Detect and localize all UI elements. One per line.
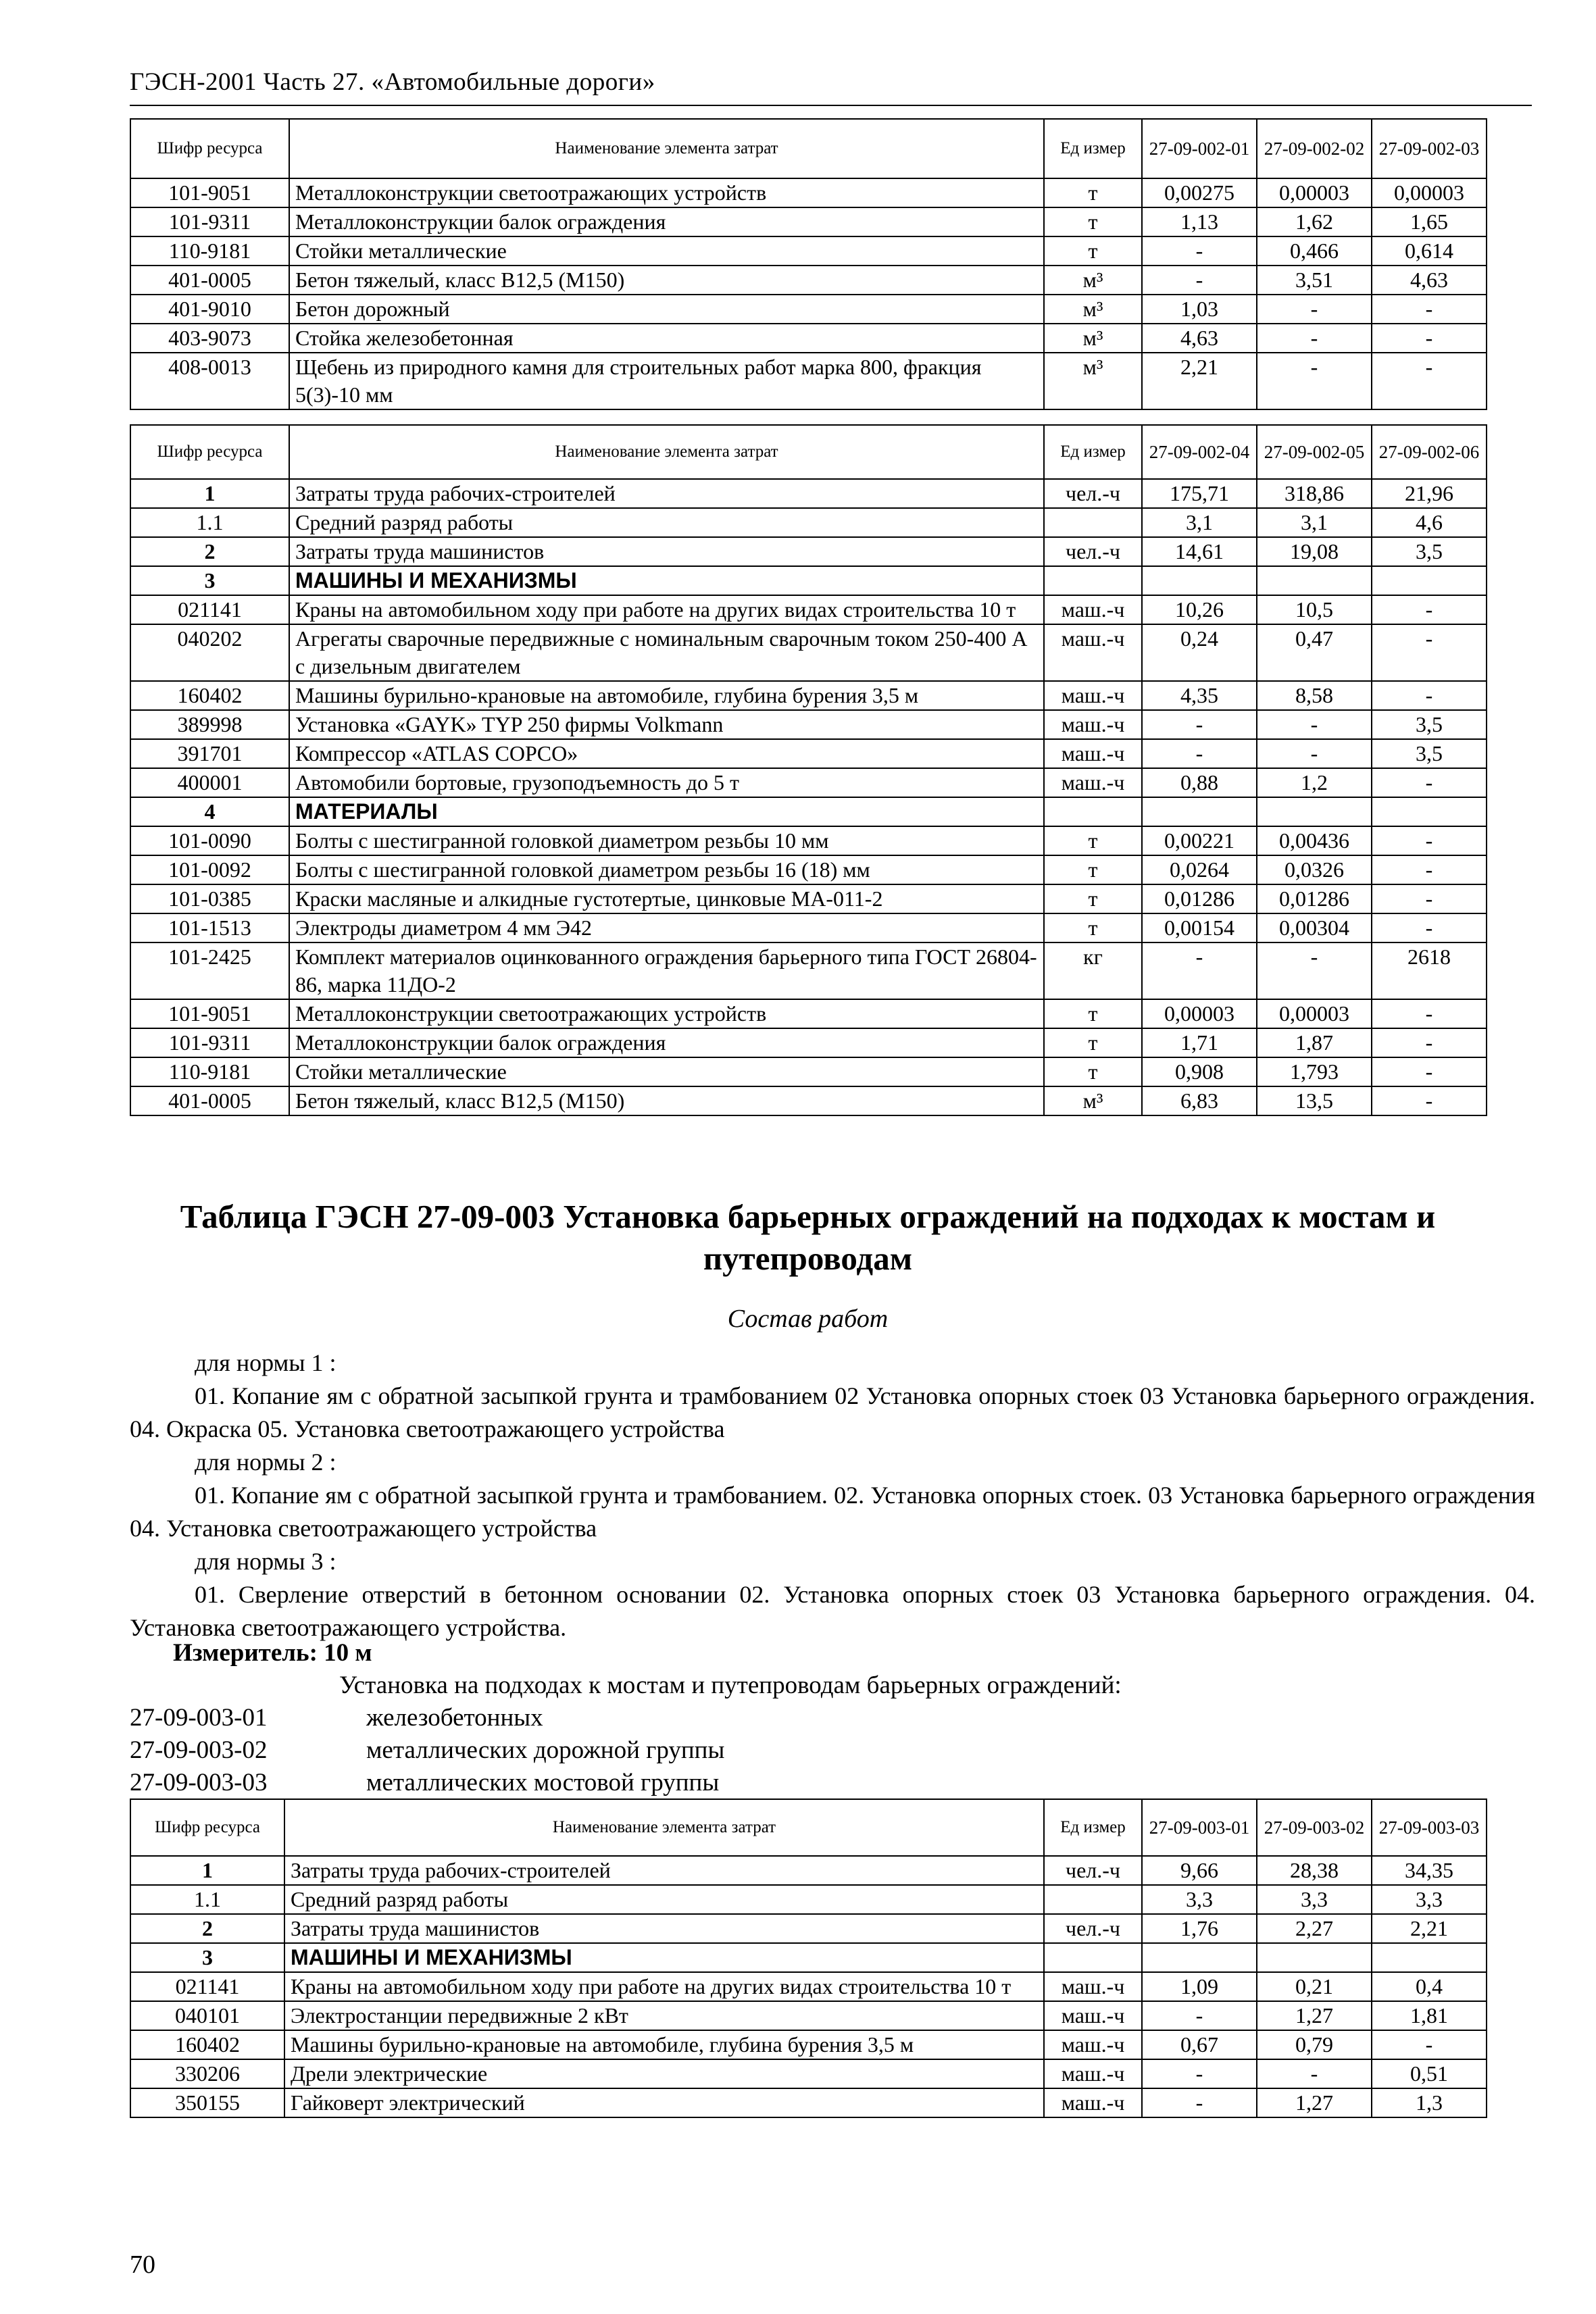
norm-value-1: - <box>1142 2088 1257 2117</box>
table-row <box>130 1028 1487 1057</box>
resource-code: 1.1 <box>130 508 289 537</box>
unit-of-measure <box>1044 566 1142 595</box>
section-title: Таблица ГЭСН 27-09-003 Установка барьерных ограждений на подходах к мостам и путепроводам <box>180 1198 1436 1277</box>
cost-element-name: Стойка железобетонная <box>289 324 1044 353</box>
norm-value-2: 1,87 <box>1257 1028 1372 1057</box>
resource-code: 4 <box>130 797 289 826</box>
norm-value-3: - <box>1372 624 1487 681</box>
norm-value-3: - <box>1372 884 1487 913</box>
unit-of-measure <box>1044 1943 1142 1972</box>
resource-code: 1 <box>130 1856 284 1885</box>
norm-value-2 <box>1257 797 1372 826</box>
resource-code: 160402 <box>130 2030 284 2059</box>
cost-element-name: Затраты труда машинистов <box>284 1914 1044 1943</box>
table-row <box>130 2001 1487 2030</box>
cost-element-name: Щебень из природного камня для строительных работ марка 800, фракция 5(3)-10 мм <box>289 353 1044 409</box>
unit-of-measure: маш.-ч <box>1044 1972 1142 2001</box>
unit-of-measure: маш.-ч <box>1044 681 1142 710</box>
norm-value-2: 3,3 <box>1257 1885 1372 1914</box>
table-row <box>130 739 1487 768</box>
norm-works-2: 01. Копание ям с обратной засыпкой грунта и трамбованием. 02. Установка опорных стоек. 03 Установка барьерного ограждения 04. Установка светоотражающего устройства <box>130 1482 1535 1542</box>
cost-element-name: Затраты труда рабочих-строителей <box>289 479 1044 508</box>
table-row <box>130 2059 1487 2088</box>
norm-value-3: 3,5 <box>1372 710 1487 739</box>
norm-value-2: - <box>1257 739 1372 768</box>
norm-label-2: для нормы 2 : <box>195 1449 336 1476</box>
norm-value-1: 1,09 <box>1142 1972 1257 2001</box>
norm-value-1: - <box>1142 236 1257 266</box>
resource-code: 101-0090 <box>130 826 289 855</box>
unit-of-measure: чел.-ч <box>1044 479 1142 508</box>
norm-value-2: 1,27 <box>1257 2088 1372 2117</box>
norm-value-1: 1,71 <box>1142 1028 1257 1057</box>
resource-code: 1.1 <box>130 1885 284 1914</box>
cost-element-name: Бетон тяжелый, класс В12,5 (М150) <box>289 1086 1044 1115</box>
cost-element-name: Установка «GAYK» TYP 250 фирмы Volkmann <box>289 710 1044 739</box>
norm-value-2: 0,00436 <box>1257 826 1372 855</box>
resource-code: 2 <box>130 1914 284 1943</box>
norm-value-1: 1,13 <box>1142 207 1257 236</box>
unit-of-measure: т <box>1044 207 1142 236</box>
unit-of-measure: чел.-ч <box>1044 537 1142 566</box>
table-row <box>130 295 1487 324</box>
table-row <box>130 2088 1487 2117</box>
resource-code: 400001 <box>130 768 289 797</box>
resource-code: 330206 <box>130 2059 284 2088</box>
header-resource-code: Шифр ресурса <box>130 119 289 178</box>
unit-of-measure: маш.-ч <box>1044 624 1142 681</box>
resource-code: 403-9073 <box>130 324 289 353</box>
unit-of-measure: т <box>1044 826 1142 855</box>
norm-value-3: - <box>1372 681 1487 710</box>
table-row <box>130 1086 1487 1115</box>
resource-table-27-09-002-04-06 <box>130 424 1487 1116</box>
cost-element-name: МАТЕРИАЛЫ <box>289 797 1044 826</box>
norm-value-1: 10,26 <box>1142 595 1257 624</box>
header-resource-code: Шифр ресурса <box>130 1799 284 1856</box>
norm-value-2: 0,21 <box>1257 1972 1372 2001</box>
unit-of-measure: м³ <box>1044 266 1142 295</box>
unit-of-measure: т <box>1044 178 1142 207</box>
norm-value-1: 3,1 <box>1142 508 1257 537</box>
section-row <box>130 566 1487 595</box>
norm-value-2: 19,08 <box>1257 537 1372 566</box>
cost-element-name: МАШИНЫ И МЕХАНИЗМЫ <box>289 566 1044 595</box>
variant-code: 27-09-003-03 <box>130 1769 268 1796</box>
table-row <box>130 710 1487 739</box>
variants-intro: Установка на подходах к мостам и путепроводам барьерных ограждений: <box>339 1671 1122 1699</box>
unit-of-measure <box>1044 1885 1142 1914</box>
cost-element-name: Средний разряд работы <box>284 1885 1044 1914</box>
resource-table-27-09-003 <box>130 1799 1487 2118</box>
variant-label: железобетонных <box>366 1704 543 1732</box>
header-divider <box>130 105 1532 106</box>
norm-value-1: - <box>1142 710 1257 739</box>
table-row <box>130 178 1487 207</box>
norm-value-1 <box>1142 566 1257 595</box>
norm-value-3: 34,35 <box>1372 1856 1487 1885</box>
table-row <box>130 353 1487 409</box>
norm-value-2: 1,62 <box>1257 207 1372 236</box>
norm-value-3: - <box>1372 768 1487 797</box>
norm-value-3: - <box>1372 999 1487 1028</box>
norm-value-1: 0,00221 <box>1142 826 1257 855</box>
norm-label-3: для нормы 3 : <box>195 1548 336 1575</box>
cost-element-name: Затраты труда машинистов <box>289 537 1044 566</box>
cost-element-name: Электростанции передвижные 2 кВт <box>284 2001 1044 2030</box>
variant-label: металлических дорожной группы <box>366 1736 725 1764</box>
resource-code: 2 <box>130 537 289 566</box>
cost-element-name: Дрели электрические <box>284 2059 1044 2088</box>
norm-value-1: 0,908 <box>1142 1057 1257 1086</box>
cost-element-name: Машины бурильно-крановые на автомобиле, глубина бурения 3,5 м <box>284 2030 1044 2059</box>
norm-value-3: 0,51 <box>1372 2059 1487 2088</box>
norm-value-3: 21,96 <box>1372 479 1487 508</box>
norm-value-2: 0,466 <box>1257 236 1372 266</box>
header-norm-2: 27-09-003-02 <box>1257 1799 1372 1856</box>
norm-value-3 <box>1372 797 1487 826</box>
resource-code: 1 <box>130 479 289 508</box>
norm-value-3: - <box>1372 855 1487 884</box>
table-row <box>130 1856 1487 1885</box>
unit-of-measure: т <box>1044 999 1142 1028</box>
cost-element-name: Краски масляные и алкидные густотертые, цинковые МА-011-2 <box>289 884 1044 913</box>
norm-value-2: 0,00304 <box>1257 913 1372 942</box>
norm-value-1: - <box>1142 2001 1257 2030</box>
table-row <box>130 236 1487 266</box>
header-cost-element-name: Наименование элемента затрат <box>289 119 1044 178</box>
header-norm-6: 27-09-002-06 <box>1372 425 1487 479</box>
norm-works-3: 01. Сверление отверстий в бетонном основании 02. Установка опорных стоек 03 Установка барьерного ограждения. 04. Установка светоотражающего устройства. <box>130 1581 1535 1641</box>
norm-value-2: - <box>1257 295 1372 324</box>
norm-value-1: 0,00154 <box>1142 913 1257 942</box>
norm-value-1: 0,88 <box>1142 768 1257 797</box>
norm-value-2: 28,38 <box>1257 1856 1372 1885</box>
norm-value-3: - <box>1372 353 1487 409</box>
resource-code: 350155 <box>130 2088 284 2117</box>
header-norm-4: 27-09-002-04 <box>1142 425 1257 479</box>
header-unit: Ед измер <box>1044 425 1142 479</box>
norm-value-3: 4,6 <box>1372 508 1487 537</box>
norm-value-3: - <box>1372 295 1487 324</box>
norm-value-1: 0,0264 <box>1142 855 1257 884</box>
variant-row <box>130 1767 1122 1799</box>
header-unit: Ед измер <box>1044 1799 1142 1856</box>
norm-value-2: 0,79 <box>1257 2030 1372 2059</box>
table-row <box>130 1972 1487 2001</box>
norm-value-1: 4,35 <box>1142 681 1257 710</box>
resource-code: 101-9051 <box>130 999 289 1028</box>
norm-value-3: - <box>1372 1086 1487 1115</box>
norm-value-3: 0,4 <box>1372 1972 1487 2001</box>
resource-code: 401-9010 <box>130 295 289 324</box>
header-norm-1: 27-09-002-01 <box>1142 119 1257 178</box>
norm-value-2: 0,00003 <box>1257 999 1372 1028</box>
norm-value-3: - <box>1372 1057 1487 1086</box>
norm-value-1: 0,00275 <box>1142 178 1257 207</box>
header-unit: Ед измер <box>1044 119 1142 178</box>
cost-element-name: Стойки металлические <box>289 236 1044 266</box>
norm-value-2: 3,1 <box>1257 508 1372 537</box>
unit-of-measure: чел.-ч <box>1044 1914 1142 1943</box>
unit-of-measure: м³ <box>1044 324 1142 353</box>
header-norm-5: 27-09-002-05 <box>1257 425 1372 479</box>
unit-of-measure: кг <box>1044 942 1142 999</box>
norm-label-1: для нормы 1 : <box>195 1349 336 1376</box>
norm-value-2: 13,5 <box>1257 1086 1372 1115</box>
cost-element-name: Компрессор «ATLAS COPCO» <box>289 739 1044 768</box>
cost-element-name: Металлоконструкции светоотражающих устройств <box>289 999 1044 1028</box>
norm-value-1: 1,03 <box>1142 295 1257 324</box>
unit-of-measure: маш.-ч <box>1044 710 1142 739</box>
cost-element-name: Металлоконструкции светоотражающих устройств <box>289 178 1044 207</box>
table-row <box>130 768 1487 797</box>
norm-value-1: 9,66 <box>1142 1856 1257 1885</box>
unit-of-measure: т <box>1044 1057 1142 1086</box>
norm-value-2: 1,2 <box>1257 768 1372 797</box>
norm-value-2: - <box>1257 353 1372 409</box>
norm-value-3: 4,63 <box>1372 266 1487 295</box>
table-row <box>130 479 1487 508</box>
norm-value-3: - <box>1372 913 1487 942</box>
header-resource-code: Шифр ресурса <box>130 425 289 479</box>
resource-code: 021141 <box>130 595 289 624</box>
norm-value-3: - <box>1372 324 1487 353</box>
norm-value-3: 1,65 <box>1372 207 1487 236</box>
cost-element-name: Гайковерт электрический <box>284 2088 1044 2117</box>
resource-code: 101-9311 <box>130 1028 289 1057</box>
norm-value-2: 3,51 <box>1257 266 1372 295</box>
norm-value-1 <box>1142 1943 1257 1972</box>
resource-code: 101-1513 <box>130 913 289 942</box>
resource-code: 408-0013 <box>130 353 289 409</box>
norm-value-3: 3,5 <box>1372 739 1487 768</box>
norm-value-1: 175,71 <box>1142 479 1257 508</box>
table-row <box>130 595 1487 624</box>
norm-value-1: - <box>1142 266 1257 295</box>
norm-value-2: 10,5 <box>1257 595 1372 624</box>
unit-of-measure: маш.-ч <box>1044 768 1142 797</box>
cost-element-name: Металлоконструкции балок ограждения <box>289 207 1044 236</box>
norm-value-2: - <box>1257 2059 1372 2088</box>
header-norm-3: 27-09-003-03 <box>1372 1799 1487 1856</box>
section-row <box>130 797 1487 826</box>
norm-value-2: 0,01286 <box>1257 884 1372 913</box>
unit-of-measure: м³ <box>1044 1086 1142 1115</box>
table-row <box>130 681 1487 710</box>
resource-code: 021141 <box>130 1972 284 2001</box>
cost-element-name: Бетон дорожный <box>289 295 1044 324</box>
cost-element-name: Затраты труда рабочих-строителей <box>284 1856 1044 1885</box>
norm-value-2: 318,86 <box>1257 479 1372 508</box>
norm-value-1: - <box>1142 2059 1257 2088</box>
work-composition <box>130 1347 1535 1644</box>
norm-value-1: 4,63 <box>1142 324 1257 353</box>
header-norm-1: 27-09-003-01 <box>1142 1799 1257 1856</box>
table-row <box>130 1914 1487 1943</box>
norm-value-3: - <box>1372 826 1487 855</box>
table-row <box>130 266 1487 295</box>
unit-of-measure: маш.-ч <box>1044 2030 1142 2059</box>
variant-row <box>130 1702 1122 1734</box>
norm-value-2: 8,58 <box>1257 681 1372 710</box>
norm-value-3: 2618 <box>1372 942 1487 999</box>
unit-of-measure: т <box>1044 884 1142 913</box>
cost-element-name: Краны на автомобильном ходу при работе на других видах строительства 10 т <box>289 595 1044 624</box>
norm-value-3: 1,3 <box>1372 2088 1487 2117</box>
cost-element-name: Машины бурильно-крановые на автомобиле, глубина бурения 3,5 м <box>289 681 1044 710</box>
unit-of-measure: маш.-ч <box>1044 739 1142 768</box>
cost-element-name: МАШИНЫ И МЕХАНИЗМЫ <box>284 1943 1044 1972</box>
norm-value-1 <box>1142 797 1257 826</box>
resource-table-27-09-002-01-03 <box>130 118 1487 410</box>
resource-code: 401-0005 <box>130 266 289 295</box>
resource-code: 3 <box>130 566 289 595</box>
norm-value-3: - <box>1372 2030 1487 2059</box>
table-row <box>130 913 1487 942</box>
norm-value-1: 2,21 <box>1142 353 1257 409</box>
header-cost-element-name: Наименование элемента затрат <box>284 1799 1044 1856</box>
norm-value-3: - <box>1372 1028 1487 1057</box>
norm-value-3: 0,614 <box>1372 236 1487 266</box>
norm-value-2: - <box>1257 324 1372 353</box>
cost-element-name: Электроды диаметром 4 мм Э42 <box>289 913 1044 942</box>
unit-of-measure: т <box>1044 236 1142 266</box>
resource-code: 389998 <box>130 710 289 739</box>
section-row <box>130 1943 1487 1972</box>
resource-code: 040202 <box>130 624 289 681</box>
norm-value-2 <box>1257 566 1372 595</box>
resource-code: 110-9181 <box>130 236 289 266</box>
norm-value-2: 0,0326 <box>1257 855 1372 884</box>
cost-element-name: Средний разряд работы <box>289 508 1044 537</box>
norm-value-3 <box>1372 566 1487 595</box>
table-row <box>130 324 1487 353</box>
resource-code: 101-2425 <box>130 942 289 999</box>
cost-element-name: Агрегаты сварочные передвижные с номинальным сварочным током 250-400 А с дизельным двигателем <box>289 624 1044 681</box>
unit-of-measure: маш.-ч <box>1044 2088 1142 2117</box>
resource-code: 3 <box>130 1943 284 1972</box>
resource-code: 110-9181 <box>130 1057 289 1086</box>
cost-element-name: Комплект материалов оцинкованного ограждения барьерного типа ГОСТ 26804-86, марка 11ДО-2 <box>289 942 1044 999</box>
norm-value-2 <box>1257 1943 1372 1972</box>
unit-of-measure: маш.-ч <box>1044 2059 1142 2088</box>
table-row <box>130 999 1487 1028</box>
table-row <box>130 1057 1487 1086</box>
variant-code: 27-09-003-02 <box>130 1736 268 1764</box>
norm-value-1: - <box>1142 739 1257 768</box>
table-row <box>130 624 1487 681</box>
variant-label: металлических мостовой группы <box>366 1769 720 1796</box>
resource-code: 101-9311 <box>130 207 289 236</box>
page-number: 70 <box>130 2250 155 2279</box>
norm-value-3: 3,5 <box>1372 537 1487 566</box>
table-row <box>130 537 1487 566</box>
table-row <box>130 826 1487 855</box>
unit-of-measure <box>1044 797 1142 826</box>
norm-value-3: 2,21 <box>1372 1914 1487 1943</box>
resource-code: 040101 <box>130 2001 284 2030</box>
norm-value-1: 0,00003 <box>1142 999 1257 1028</box>
cost-element-name: Болты с шестигранной головкой диаметром резьбы 16 (18) мм <box>289 855 1044 884</box>
header-cost-element-name: Наименование элемента затрат <box>289 425 1044 479</box>
table-row <box>130 508 1487 537</box>
norm-value-1: - <box>1142 942 1257 999</box>
table-row <box>130 855 1487 884</box>
resource-code: 391701 <box>130 739 289 768</box>
norm-value-3: 1,81 <box>1372 2001 1487 2030</box>
norm-value-2: - <box>1257 710 1372 739</box>
norm-value-2: 0,47 <box>1257 624 1372 681</box>
resource-code: 101-0385 <box>130 884 289 913</box>
norm-value-3: - <box>1372 595 1487 624</box>
cost-element-name: Автомобили бортовые, грузоподъемность до 5 т <box>289 768 1044 797</box>
norm-value-2: - <box>1257 942 1372 999</box>
cost-element-name: Бетон тяжелый, класс В12,5 (М150) <box>289 266 1044 295</box>
unit-of-measure: т <box>1044 1028 1142 1057</box>
norm-value-3: 3,3 <box>1372 1885 1487 1914</box>
table-row <box>130 942 1487 999</box>
variant-code: 27-09-003-01 <box>130 1704 268 1732</box>
norm-value-1: 14,61 <box>1142 537 1257 566</box>
resource-code: 101-9051 <box>130 178 289 207</box>
resource-code: 160402 <box>130 681 289 710</box>
variant-row <box>130 1734 1122 1767</box>
unit-of-measure: м³ <box>1044 295 1142 324</box>
table-row <box>130 207 1487 236</box>
unit-of-measure: маш.-ч <box>1044 595 1142 624</box>
unit-of-measure: м³ <box>1044 353 1142 409</box>
norm-value-3: 0,00003 <box>1372 178 1487 207</box>
norm-value-1: 0,67 <box>1142 2030 1257 2059</box>
table-row <box>130 884 1487 913</box>
unit-of-measure: т <box>1044 913 1142 942</box>
norm-value-1: 3,3 <box>1142 1885 1257 1914</box>
norm-value-1: 1,76 <box>1142 1914 1257 1943</box>
norm-value-2: 2,27 <box>1257 1914 1372 1943</box>
measure-unit: Измеритель: 10 м <box>173 1639 372 1667</box>
norm-value-3 <box>1372 1943 1487 1972</box>
resource-code: 401-0005 <box>130 1086 289 1115</box>
table-row <box>130 1885 1487 1914</box>
norm-works-1: 01. Копание ям с обратной засыпкой грунта и трамбованием 02 Установка опорных стоек 03 Установка барьерного ограждения. 04. Окраска 05. Установка светоотражающего устройства <box>130 1382 1535 1442</box>
unit-of-measure: т <box>1044 855 1142 884</box>
unit-of-measure: маш.-ч <box>1044 2001 1142 2030</box>
norm-value-1: 0,24 <box>1142 624 1257 681</box>
work-composition-heading: Состав работ <box>727 1305 889 1333</box>
running-header: ГЭСН-2001 Часть 27. «Автомобильные дороги» <box>130 68 655 96</box>
header-norm-2: 27-09-002-02 <box>1257 119 1372 178</box>
norm-value-1: 6,83 <box>1142 1086 1257 1115</box>
norm-value-2: 0,00003 <box>1257 178 1372 207</box>
header-norm-3: 27-09-002-03 <box>1372 119 1487 178</box>
cost-element-name: Стойки металлические <box>289 1057 1044 1086</box>
norm-value-2: 1,793 <box>1257 1057 1372 1086</box>
unit-of-measure <box>1044 508 1142 537</box>
cost-element-name: Краны на автомобильном ходу при работе на других видах строительства 10 т <box>284 1972 1044 2001</box>
norm-value-2: 1,27 <box>1257 2001 1372 2030</box>
table-row <box>130 2030 1487 2059</box>
norm-variants <box>130 1669 1122 1799</box>
cost-element-name: Металлоконструкции балок ограждения <box>289 1028 1044 1057</box>
cost-element-name: Болты с шестигранной головкой диаметром резьбы 10 мм <box>289 826 1044 855</box>
resource-code: 101-0092 <box>130 855 289 884</box>
unit-of-measure: чел.-ч <box>1044 1856 1142 1885</box>
norm-value-1: 0,01286 <box>1142 884 1257 913</box>
